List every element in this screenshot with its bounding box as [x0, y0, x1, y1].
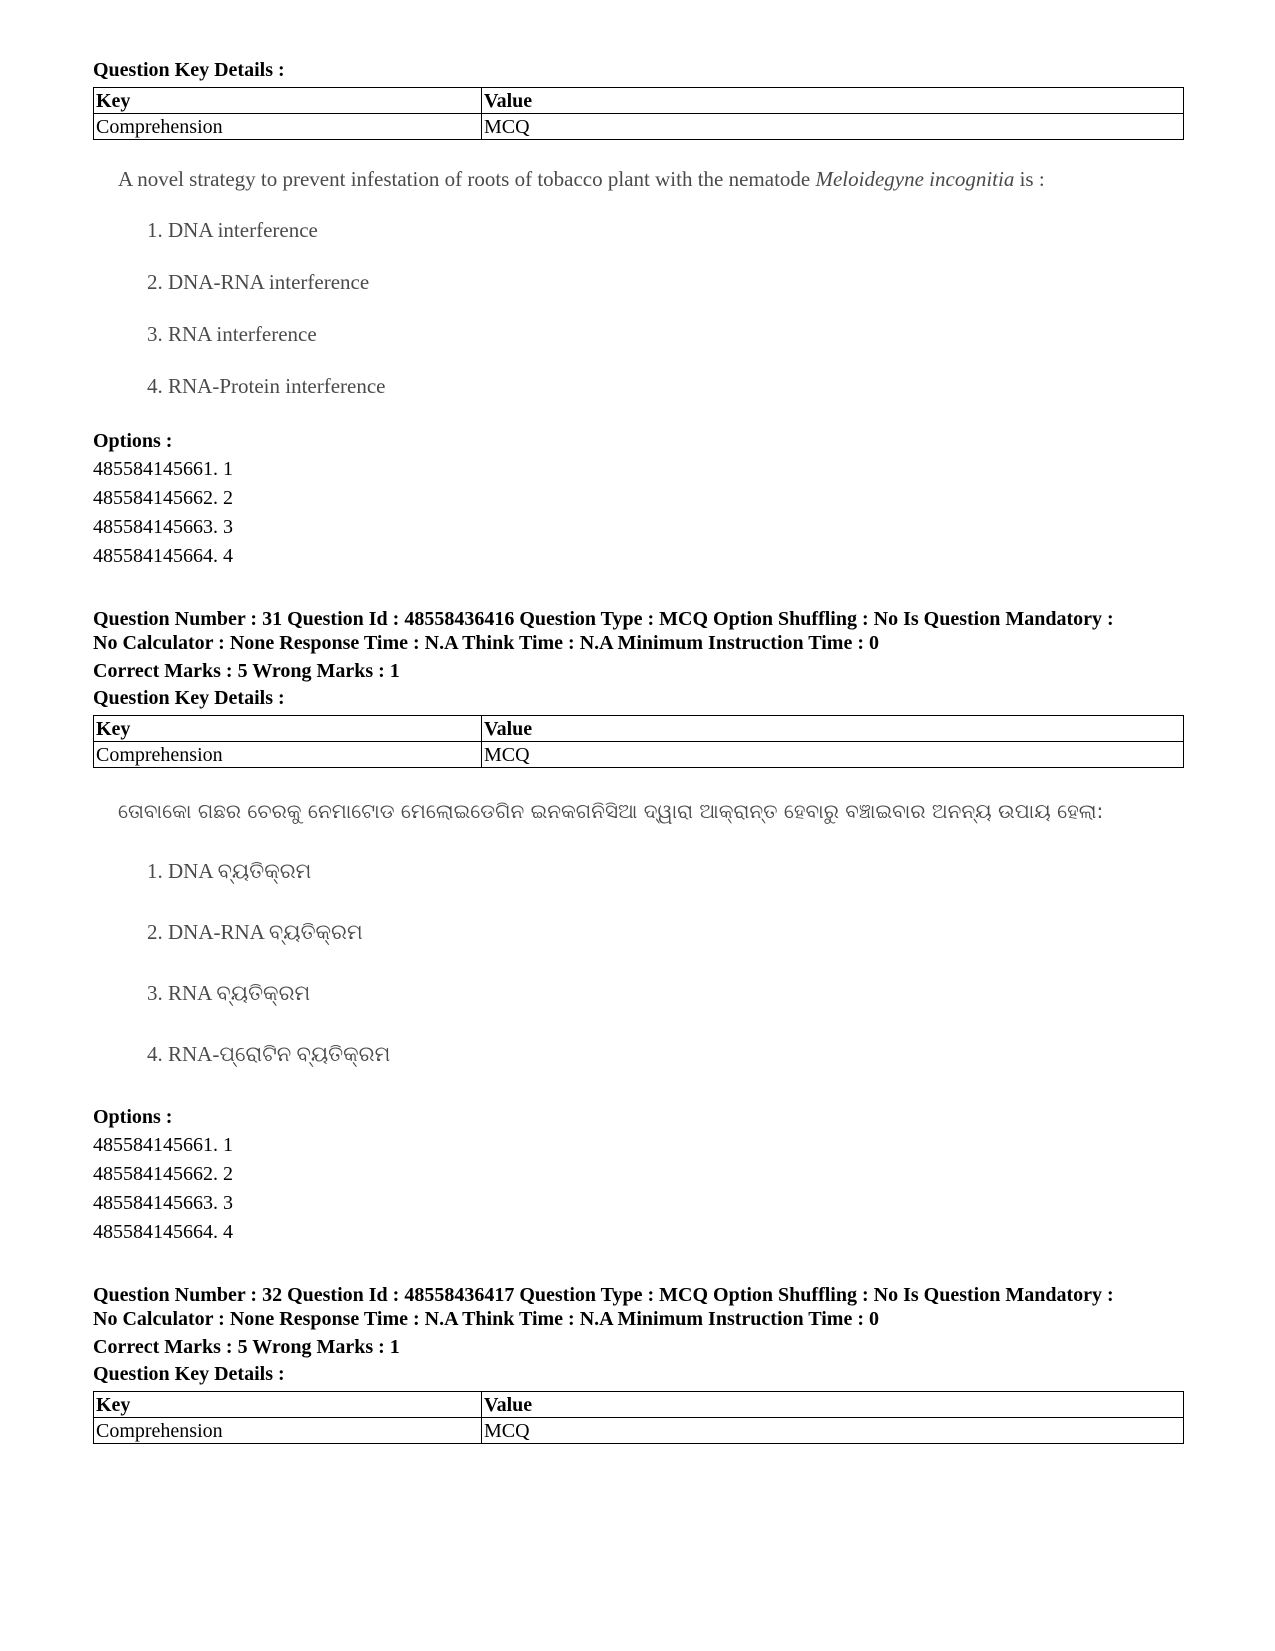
table-header-key: Key — [94, 1392, 482, 1418]
option-id: 485584145664. 4 — [93, 1221, 233, 1243]
table-header-value: Value — [482, 88, 1184, 114]
table-cell-value: MCQ — [482, 114, 1184, 140]
key-details-label: Question Key Details : — [93, 59, 285, 81]
table-row — [94, 742, 1184, 768]
table-header-row — [94, 1392, 1184, 1418]
table-cell-value: MCQ — [482, 742, 1184, 768]
question-option: 2. DNA-RNA interference — [147, 270, 370, 294]
question-stem-suffix: is : — [1019, 167, 1045, 191]
table-row — [94, 114, 1184, 140]
question-option: 2. DNA-RNA ବ୍ୟତିକ୍ରମ — [147, 920, 363, 944]
table-header-value: Value — [482, 1392, 1184, 1418]
table-header-value: Value — [482, 716, 1184, 742]
question-meta-line1: Question Number : 31 Question Id : 48558436416 Question Type : MCQ Option Shuffling : No Is Question Mandatory : — [93, 608, 1114, 630]
key-value-table — [93, 1391, 1184, 1444]
option-id: 485584145663. 3 — [93, 516, 233, 538]
table-cell-key: Comprehension — [94, 742, 482, 768]
question-stem-text: A novel strategy to prevent infestation of roots of tobacco plant with the nematode — [118, 167, 811, 191]
key-value-table — [93, 715, 1184, 768]
question-option: 4. RNA-ପ୍ରୋଟିନ ବ୍ୟତିକ୍ରମ — [147, 1042, 391, 1066]
question-image-english — [93, 166, 1185, 399]
option-id: 485584145661. 1 — [93, 1134, 233, 1156]
table-cell-key: Comprehension — [94, 1418, 482, 1444]
marks-line: Correct Marks : 5 Wrong Marks : 1 — [93, 1336, 400, 1358]
question-option: 3. RNA interference — [147, 322, 317, 346]
question-option: 1. DNA interference — [147, 218, 318, 242]
question-meta-line1: Question Number : 32 Question Id : 48558436417 Question Type : MCQ Option Shuffling : No Is Question Mandatory : — [93, 1284, 1114, 1306]
table-header-key: Key — [94, 88, 482, 114]
option-id: 485584145662. 2 — [93, 487, 233, 509]
question-stem: ତୋବାକୋ ଗଛର ଚେରକୁ ନେମାଟୋଡ ମେଲୋଇଡେଗିନ ଇନକଗନିସିଆ ଦ୍ୱାରା ଆକ୍ରାନ୍ତ ହେବାରୁ ବଞ୍ଚାଇବାର ଅନନ୍ୟ ଉପାୟ ହେଲା: — [118, 799, 1104, 823]
document-page — [93, 58, 1185, 1444]
table-header-key: Key — [94, 716, 482, 742]
question-meta-line2: No Calculator : None Response Time : N.A Think Time : N.A Minimum Instruction Time : 0 — [93, 632, 879, 654]
table-row — [94, 1418, 1184, 1444]
option-id: 485584145661. 1 — [93, 458, 233, 480]
key-value-table — [93, 87, 1184, 140]
table-cell-value: MCQ — [482, 1418, 1184, 1444]
table-cell-key: Comprehension — [94, 114, 482, 140]
key-details-label: Question Key Details : — [93, 1363, 285, 1385]
option-id: 485584145662. 2 — [93, 1163, 233, 1185]
question-image-odia — [93, 798, 1185, 1067]
option-id: 485584145663. 3 — [93, 1192, 233, 1214]
question-meta-line2: No Calculator : None Response Time : N.A Think Time : N.A Minimum Instruction Time : 0 — [93, 1308, 879, 1330]
table-header-row — [94, 88, 1184, 114]
options-label: Options : — [93, 1106, 173, 1128]
question-option: 3. RNA ବ୍ୟତିକ୍ରମ — [147, 981, 311, 1005]
question-stem — [118, 166, 1185, 192]
options-label: Options : — [93, 430, 173, 452]
question-option: 4. RNA-Protein interference — [147, 374, 386, 398]
key-details-label: Question Key Details : — [93, 687, 285, 709]
option-id: 485584145664. 4 — [93, 545, 233, 567]
table-header-row — [94, 716, 1184, 742]
question-option: 1. DNA ବ୍ୟତିକ୍ରମ — [147, 859, 312, 883]
question-stem-species: Meloidegyne incognitia — [815, 167, 1015, 191]
marks-line: Correct Marks : 5 Wrong Marks : 1 — [93, 660, 400, 682]
